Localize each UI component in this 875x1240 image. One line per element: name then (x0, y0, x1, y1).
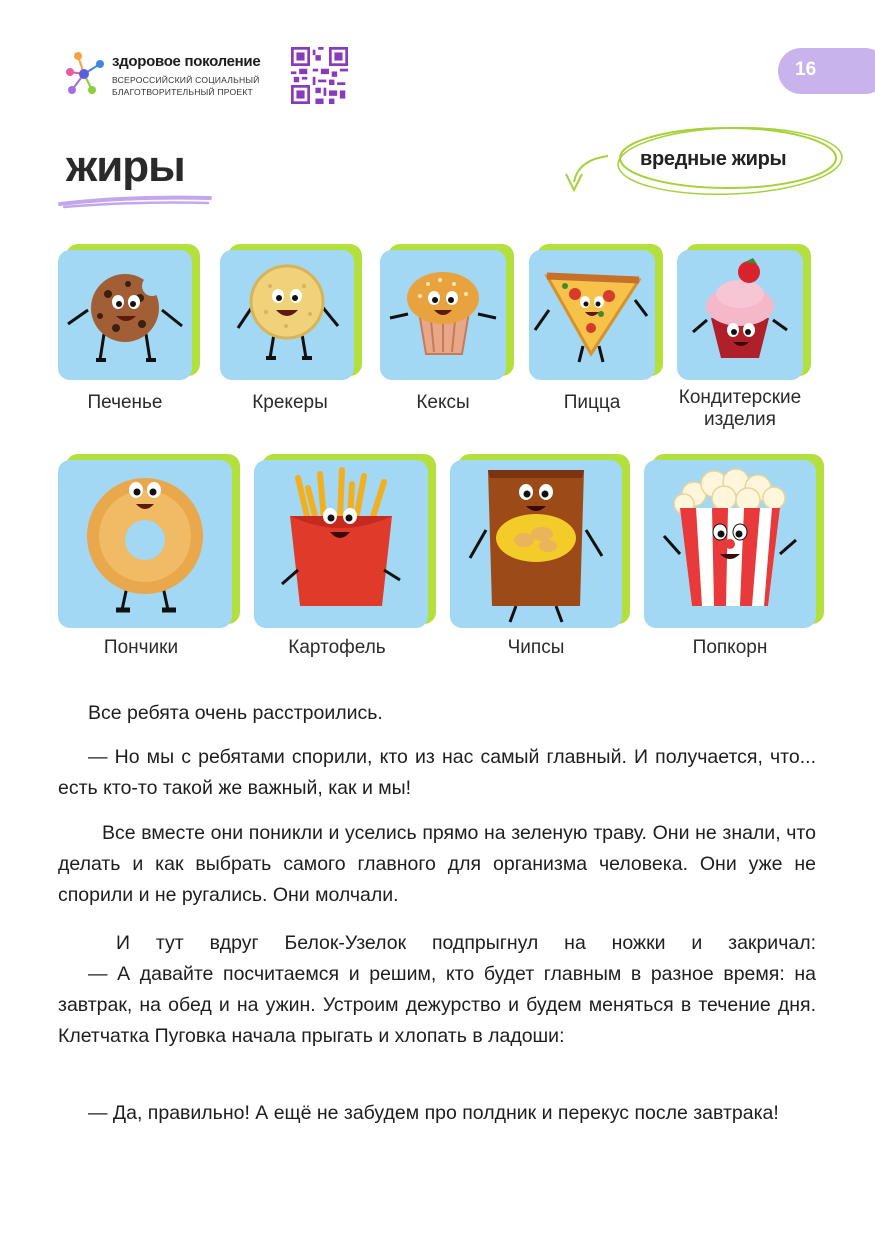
food-label-line: изделия (704, 409, 776, 430)
story-paragraph: Все ребята очень расстроились. (88, 702, 383, 724)
food-label: Попкорн (692, 637, 768, 658)
muffin-icon (380, 250, 506, 380)
section-tag: вредные жиры (640, 148, 787, 170)
chips-icon (450, 460, 622, 628)
section-title: жиры (66, 142, 185, 191)
qr-code-icon[interactable] (291, 47, 348, 104)
story-paragraph: Все вместе они поникли и уселись прямо на зеленую траву. Они не знали, что делать и как выбрать самого главного для организма человека. Они уже не спорили и не ругались. Они молчали. (58, 822, 816, 906)
food-label: Пончики (103, 637, 179, 658)
title-underline-decoration (58, 192, 214, 210)
food-label-multiline (662, 387, 818, 431)
food-label-line: Кондитерские (678, 387, 802, 408)
page-number: 16 (795, 59, 817, 80)
story-paragraph: — Да, правильно! А ещё не забудем про полдник и перекус после завтрака! (88, 1102, 779, 1124)
brand-subtitle-line: БЛАГОТВОРИТЕЛЬНЫЙ ПРОЕКТ (112, 87, 253, 97)
food-label: Картофель (288, 637, 386, 658)
page-number-badge (778, 48, 875, 94)
food-label: Печенье (87, 392, 163, 413)
brand-title: здоровое поколение (112, 53, 261, 70)
cookie-icon (58, 250, 192, 380)
fries-icon (254, 460, 428, 628)
popcorn-icon (644, 460, 816, 628)
pizza-icon (529, 250, 655, 380)
food-label: Кексы (416, 392, 470, 413)
food-label: Чипсы (507, 637, 565, 658)
story-paragraph: — А давайте посчитаемся и решим, кто будет главным в разное время: на завтрак, на обед и на ужин. Устроим дежурство и будем меняться в течение дня. Клетчатка Пуговка начала прыгать и хлопать в ладоши: (58, 963, 816, 1047)
brand-logo-icon (62, 50, 106, 98)
story-paragraph: — Но мы с ребятами спорили, кто из нас самый главный. И получается, что... есть кто-то такой же важный, как и мы! (58, 746, 816, 799)
food-label: Крекеры (252, 392, 328, 413)
brand-subtitle-line: ВСЕРОССИЙСКИЙ СОЦИАЛЬНЫЙ (112, 75, 260, 85)
cupcake-icon (677, 250, 803, 380)
cracker-icon (220, 250, 354, 380)
donut-icon (58, 460, 232, 628)
brand-subtitle (112, 74, 302, 98)
story-paragraph: И тут вдруг Белок-Узелок подпрыгнул на ножки и закричал: (116, 932, 816, 954)
food-label: Пицца (563, 392, 621, 413)
